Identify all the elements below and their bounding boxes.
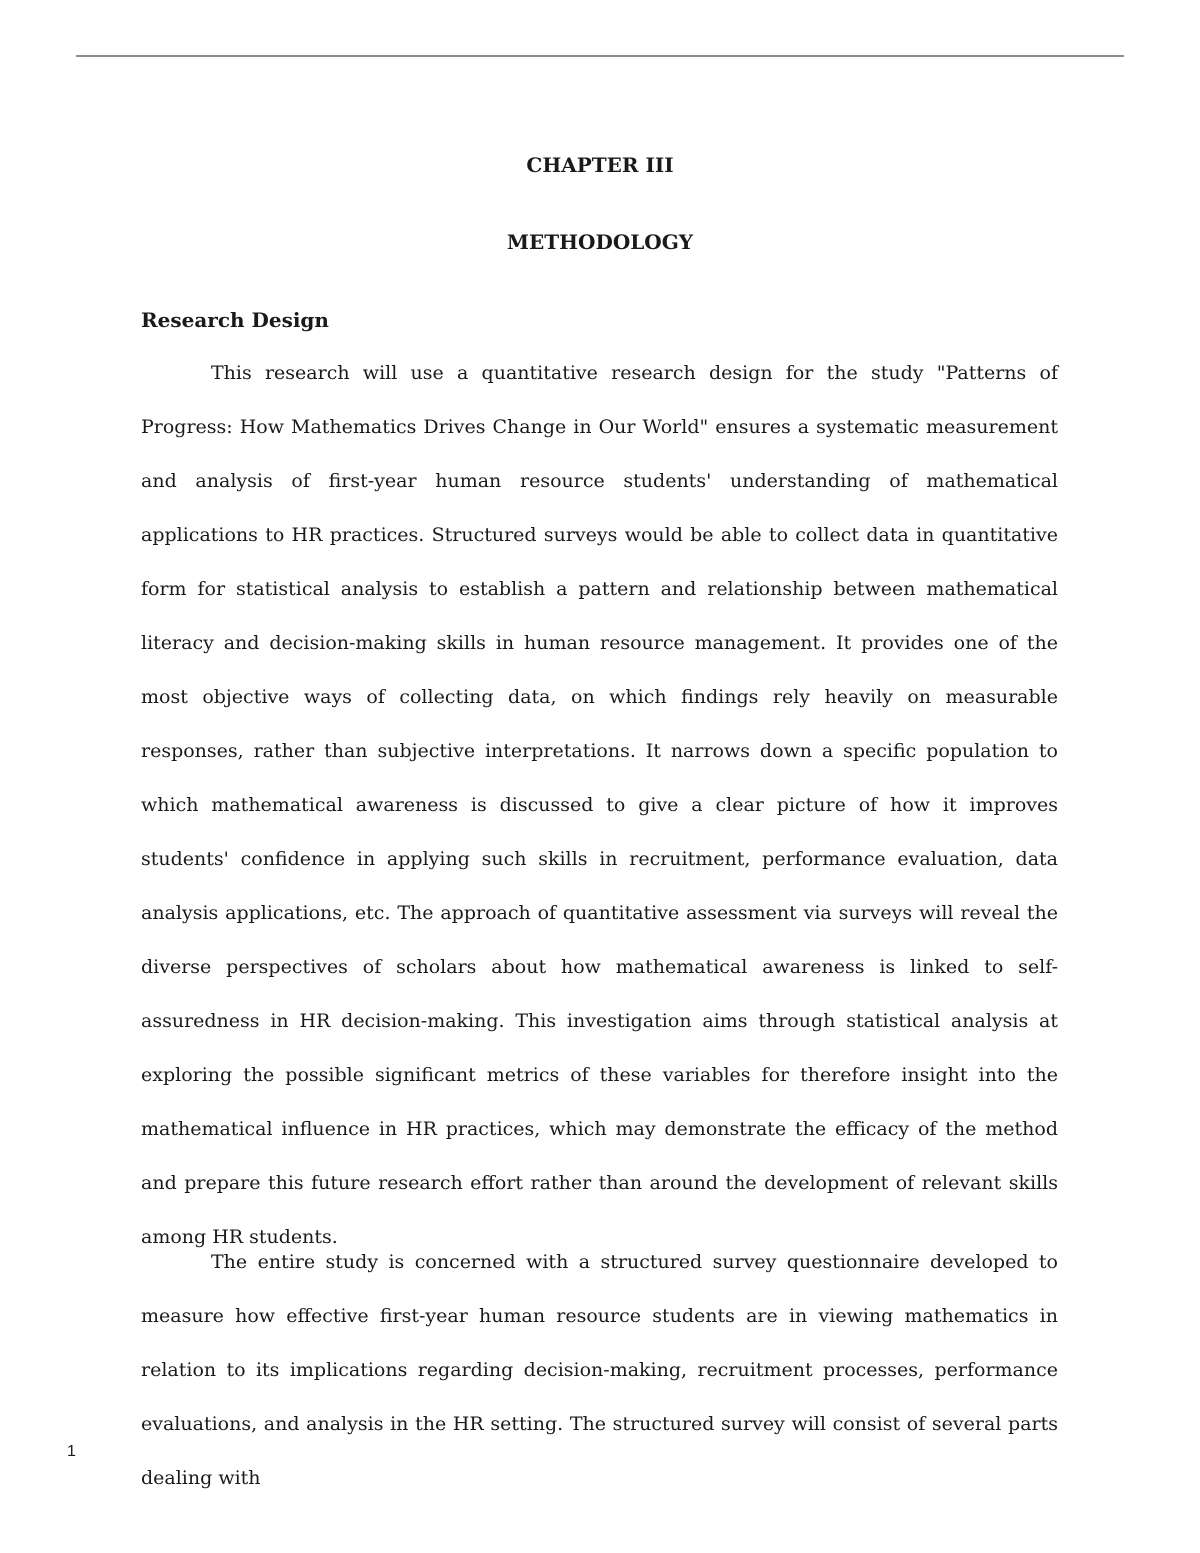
chapter-title: CHAPTER III	[526, 153, 674, 177]
subsection-heading: Research Design	[141, 308, 329, 332]
body-paragraph: The entire study is concerned with a structured survey questionnaire developed to measure how effective first-year human resource students are in viewing mathematics in relation to its implications regarding decision-making, recruitment processes, performance evaluations, and analysis in the HR setting. The structured survey will consist of several parts dealing with	[141, 1251, 1058, 1489]
header-rule	[76, 55, 1124, 57]
section-title: METHODOLOGY	[506, 230, 694, 254]
page-number: 1	[67, 1443, 76, 1460]
body-paragraph: This research will use a quantitative research design for the study "Patterns of Progress: How Mathematics Drives Change in Our World" ensures a systematic measurement and analysis of first-year human resource students' understanding of mathematical applications to HR practices. Structured surveys would be able to collect data in quantitative form for statistical analysis to establish a pattern and relationship between mathematical literacy and decision-making skills in human resource management. It provides one of the most objective ways of collecting data, on which findings rely heavily on measurable responses, rather than subjective interpretations. It narrows down a specific population to which mathematical awareness is discussed to give a clear picture of how it improves students' confidence in applying such skills in recruitment, performance evaluation, data analysis applications, etc. The approach of quantitative assessment via surveys will reveal the diverse perspectives of scholars about how mathematical awareness is linked to self-assuredness in HR decision-making. This investigation aims through statistical analysis at exploring the possible significant metrics of these variables for therefore insight into the mathematical influence in HR practices, which may demonstrate the efficacy of the method and prepare this future research effort rather than around the development of relevant skills among HR students.	[141, 362, 1058, 1248]
